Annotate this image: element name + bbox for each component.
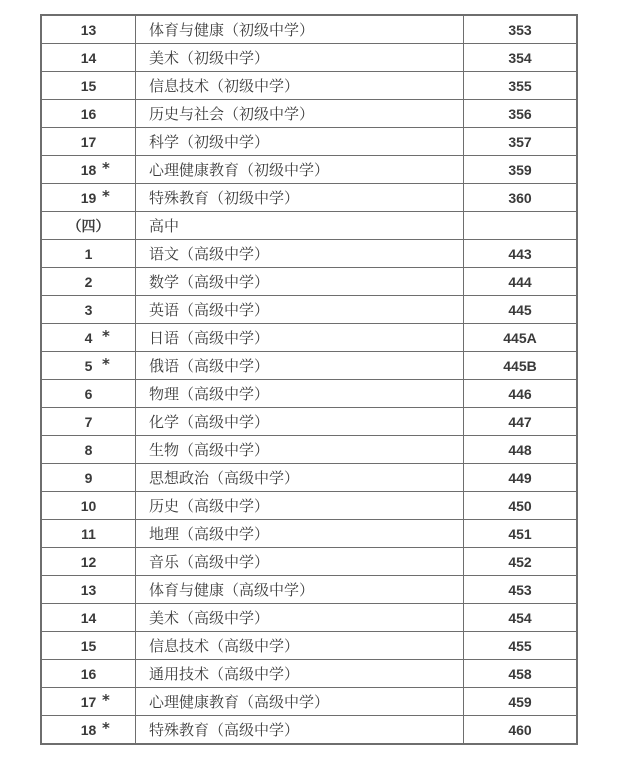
subject-name-cell: 心理健康教育（高级中学） xyxy=(136,688,464,716)
row-number: 8 xyxy=(84,441,93,458)
row-number-cell xyxy=(41,716,136,745)
row-number: 16 xyxy=(80,665,97,682)
row-number-cell xyxy=(41,100,136,128)
table-row xyxy=(41,380,577,408)
row-number-cell xyxy=(41,324,136,352)
table-row xyxy=(41,296,577,324)
subject-name-cell: 地理（高级中学） xyxy=(136,520,464,548)
asterisk-mark: * xyxy=(102,691,110,709)
subject-name-cell: 历史与社会（初级中学） xyxy=(136,100,464,128)
subject-name-cell: 信息技术（高级中学） xyxy=(136,632,464,660)
subject-code-cell: 448 xyxy=(464,436,578,464)
row-number-cell xyxy=(41,72,136,100)
table-row xyxy=(41,184,577,212)
asterisk-mark: * xyxy=(102,327,110,345)
subject-code-cell: 360 xyxy=(464,184,578,212)
subject-name-cell: 英语（高级中学） xyxy=(136,296,464,324)
row-number: 1 xyxy=(84,245,93,262)
subject-name-cell: 体育与健康（高级中学） xyxy=(136,576,464,604)
subject-name-cell: 俄语（高级中学） xyxy=(136,352,464,380)
row-number: 3 xyxy=(84,301,93,318)
table-row xyxy=(41,156,577,184)
table-row xyxy=(41,212,577,240)
row-number-cell xyxy=(41,688,136,716)
subject-name-cell: 体育与健康（初级中学） xyxy=(136,15,464,44)
subject-code-cell: 453 xyxy=(464,576,578,604)
subject-name-cell: 思想政治（高级中学） xyxy=(136,464,464,492)
table-row xyxy=(41,72,577,100)
row-number-cell xyxy=(41,464,136,492)
row-number: 19 xyxy=(80,189,97,206)
row-number: 10 xyxy=(80,497,97,514)
asterisk-mark: * xyxy=(102,159,110,177)
subject-code-cell: 356 xyxy=(464,100,578,128)
subject-name-cell: 历史（高级中学） xyxy=(136,492,464,520)
subject-code-cell: 445A xyxy=(464,324,578,352)
subject-name-cell: 特殊教育（初级中学） xyxy=(136,184,464,212)
subject-name-cell: 美术（高级中学） xyxy=(136,604,464,632)
subject-code-cell: 447 xyxy=(464,408,578,436)
subject-code-cell: 353 xyxy=(464,15,578,44)
subject-name-cell: 化学（高级中学） xyxy=(136,408,464,436)
subject-code-cell: 444 xyxy=(464,268,578,296)
row-number-cell xyxy=(41,44,136,72)
subject-name-cell: 美术（初级中学） xyxy=(136,44,464,72)
row-number-cell xyxy=(41,548,136,576)
table-row xyxy=(41,520,577,548)
subject-code-cell: 454 xyxy=(464,604,578,632)
row-number-cell xyxy=(41,660,136,688)
table-row xyxy=(41,604,577,632)
row-number-cell xyxy=(41,156,136,184)
subject-code-cell: 445B xyxy=(464,352,578,380)
table-row xyxy=(41,576,577,604)
table-row xyxy=(41,240,577,268)
row-number: 12 xyxy=(80,553,97,570)
table-row xyxy=(41,268,577,296)
row-number: 13 xyxy=(80,21,97,38)
table-row xyxy=(41,15,577,44)
subject-name-cell: 语文（高级中学） xyxy=(136,240,464,268)
table-row xyxy=(41,128,577,156)
row-number: （四） xyxy=(67,217,110,234)
subject-code-cell xyxy=(464,212,578,240)
subject-name-cell: 科学（初级中学） xyxy=(136,128,464,156)
subject-code-cell: 460 xyxy=(464,716,578,745)
subject-name-cell: 心理健康教育（初级中学） xyxy=(136,156,464,184)
row-number-cell xyxy=(41,436,136,464)
row-number: 14 xyxy=(80,609,97,626)
subject-code-cell: 449 xyxy=(464,464,578,492)
table-row xyxy=(41,548,577,576)
row-number-cell xyxy=(41,352,136,380)
table-row xyxy=(41,660,577,688)
subject-code-table xyxy=(40,14,578,745)
row-number: 18 xyxy=(80,161,97,178)
subject-code-table-body xyxy=(41,15,577,744)
subject-code-cell: 452 xyxy=(464,548,578,576)
row-number: 13 xyxy=(80,581,97,598)
table-row xyxy=(41,632,577,660)
row-number: 7 xyxy=(84,413,93,430)
subject-code-cell: 458 xyxy=(464,660,578,688)
row-number: 2 xyxy=(84,273,93,290)
row-number: 6 xyxy=(84,385,93,402)
row-number-cell xyxy=(41,184,136,212)
subject-code-cell: 446 xyxy=(464,380,578,408)
subject-name-cell: 音乐（高级中学） xyxy=(136,548,464,576)
subject-name-cell: 物理（高级中学） xyxy=(136,380,464,408)
row-number-cell xyxy=(41,576,136,604)
row-number-cell xyxy=(41,408,136,436)
row-number: 17 xyxy=(80,133,97,150)
row-number: 18 xyxy=(80,721,97,738)
table-row xyxy=(41,408,577,436)
subject-name-cell: 通用技术（高级中学） xyxy=(136,660,464,688)
table-row xyxy=(41,100,577,128)
subject-code-cell: 451 xyxy=(464,520,578,548)
subject-code-cell: 355 xyxy=(464,72,578,100)
asterisk-mark: * xyxy=(102,187,110,205)
row-number-cell xyxy=(41,492,136,520)
row-number-cell xyxy=(41,296,136,324)
row-number-cell xyxy=(41,15,136,44)
table-row xyxy=(41,44,577,72)
table-row xyxy=(41,492,577,520)
row-number: 9 xyxy=(84,469,93,486)
row-number-cell xyxy=(41,128,136,156)
subject-name-cell: 信息技术（初级中学） xyxy=(136,72,464,100)
row-number: 15 xyxy=(80,637,97,654)
subject-code-cell: 450 xyxy=(464,492,578,520)
table-row xyxy=(41,464,577,492)
row-number-cell xyxy=(41,240,136,268)
table-row xyxy=(41,688,577,716)
table-row xyxy=(41,436,577,464)
row-number: 17 xyxy=(80,693,97,710)
asterisk-mark: * xyxy=(102,355,110,373)
table-row xyxy=(41,352,577,380)
subject-name-cell: 生物（高级中学） xyxy=(136,436,464,464)
asterisk-mark: * xyxy=(102,719,110,737)
table-row xyxy=(41,324,577,352)
row-number: 5 xyxy=(84,357,93,374)
row-number-cell xyxy=(41,520,136,548)
row-number: 15 xyxy=(80,77,97,94)
subject-name-cell: 数学（高级中学） xyxy=(136,268,464,296)
subject-code-cell: 445 xyxy=(464,296,578,324)
row-number: 16 xyxy=(80,105,97,122)
subject-code-cell: 359 xyxy=(464,156,578,184)
row-number: 4 xyxy=(84,329,93,346)
row-number-cell xyxy=(41,632,136,660)
subject-code-cell: 354 xyxy=(464,44,578,72)
row-number-cell xyxy=(41,604,136,632)
row-number: 11 xyxy=(81,525,96,542)
subject-code-cell: 357 xyxy=(464,128,578,156)
subject-code-cell: 459 xyxy=(464,688,578,716)
subject-name-cell: 高中 xyxy=(136,212,464,240)
row-number-cell xyxy=(41,380,136,408)
row-number-cell xyxy=(41,268,136,296)
row-number-cell xyxy=(41,212,136,240)
subject-name-cell: 日语（高级中学） xyxy=(136,324,464,352)
subject-name-cell: 特殊教育（高级中学） xyxy=(136,716,464,745)
subject-code-cell: 455 xyxy=(464,632,578,660)
subject-code-cell: 443 xyxy=(464,240,578,268)
row-number: 14 xyxy=(80,49,97,66)
table-row xyxy=(41,716,577,745)
